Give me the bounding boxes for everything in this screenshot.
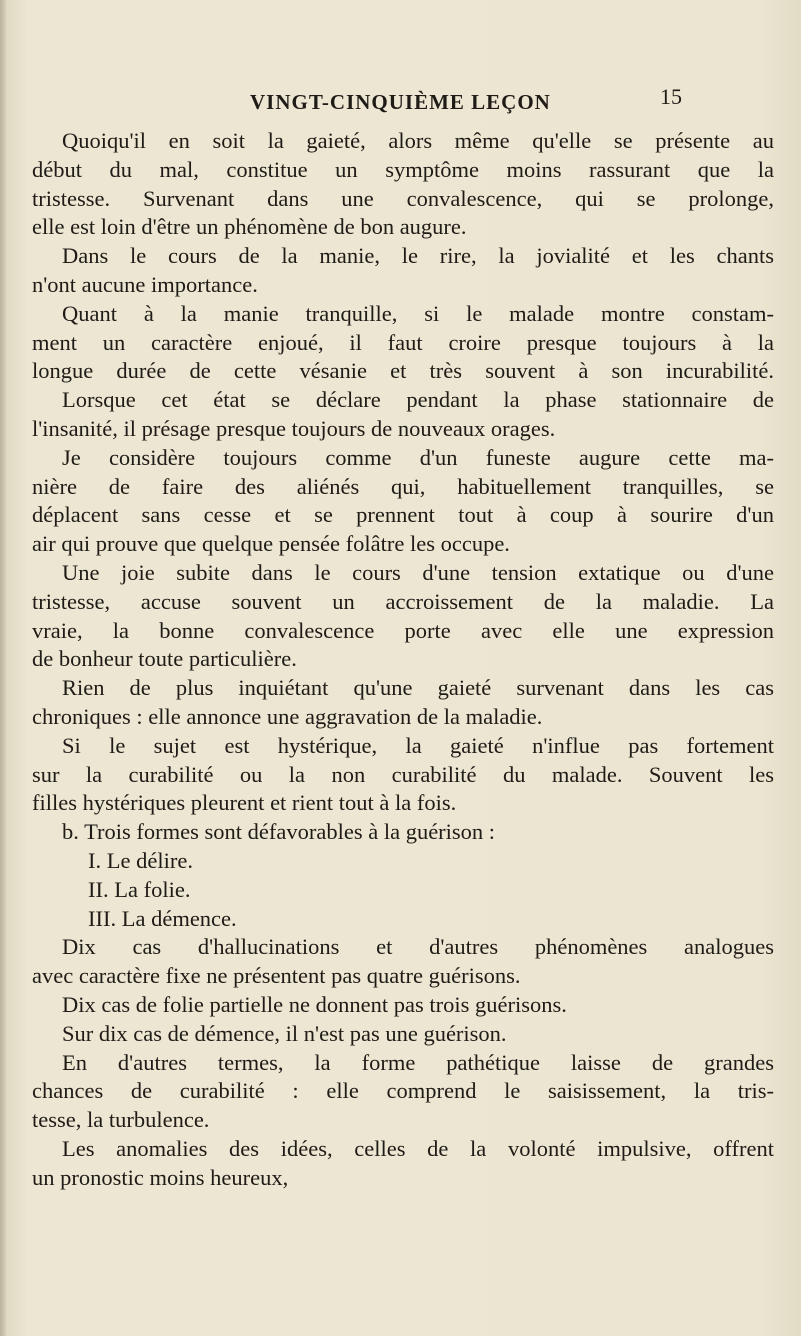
text-line: de bonheur toute particulière.: [32, 646, 297, 672]
text-line: air qui prouve que quelque pensée folâtre les occupe.: [32, 531, 510, 557]
text-line: Quoiqu'il en soit la gaieté, alors même qu'elle se présente au: [62, 128, 774, 153]
text-line: n'ont aucune importance.: [32, 271, 258, 297]
text-line: Si le sujet est hystérique, la gaieté n'influe pas fortement: [62, 732, 774, 758]
text-line: b. Trois formes sont défavorables à la guérison :: [62, 819, 496, 845]
text-line: Lorsque cet état se déclare pendant la phase stationnaire de: [62, 387, 774, 413]
text-line: chroniques : elle annonce une aggravation de la maladie.: [32, 703, 543, 729]
text-line: Dix cas d'hallucinations et d'autres phénomènes analogues: [62, 934, 774, 960]
text-line: tristesse. Survenant dans une convalescence, qui se prolonge,: [32, 185, 774, 211]
text-line: elle est loin d'être un phénomène de bon augure.: [32, 214, 467, 240]
text-line: un pronostic moins heureux,: [32, 1164, 289, 1190]
text-line: tesse, la turbulence.: [32, 1107, 210, 1133]
text-line: chances de curabilité : elle comprend le saisissement, la tris-: [32, 1078, 774, 1104]
text-line: Une joie subite dans le cours d'une tension extatique ou d'une: [62, 559, 774, 585]
text-line: Dix cas de folie partielle ne donnent pas trois guérisons.: [62, 991, 567, 1017]
text-line: Dans le cours de la manie, le rire, la jovialité et les chants: [62, 243, 774, 269]
text-line: Sur dix cas de démence, il n'est pas une guérison.: [62, 1020, 507, 1046]
text-line: II. La folie.: [88, 876, 191, 902]
running-title: VINGT-CINQUIÈME LEÇON: [250, 90, 551, 114]
text-line: III. La démence.: [88, 905, 237, 931]
page-header: [0, 84, 801, 114]
page-number: 15: [660, 84, 682, 109]
text-line: l'insanité, il présage presque toujours de nouveaux orages.: [32, 415, 556, 441]
text-line: sur la curabilité ou la non curabilité du malade. Souvent les: [32, 761, 774, 787]
text-line: longue durée de cette vésanie et très souvent à son incurabilité.: [32, 358, 774, 384]
text-line: Rien de plus inquiétant qu'une gaieté survenant dans les cas: [62, 675, 774, 701]
text-line: En d'autres termes, la forme pathétique laisse de grandes: [62, 1049, 774, 1075]
page-binding-edge: [0, 0, 6, 1336]
body-text: [32, 127, 774, 1192]
text-line: nière de faire des aliénés qui, habituellement tranquilles, se: [32, 473, 774, 499]
text-line: tristesse, accuse souvent un accroissement de la maladie. La: [32, 588, 774, 614]
text-line: Je considère toujours comme d'un funeste augure cette ma-: [62, 444, 774, 470]
text-line: ment un caractère enjoué, il faut croire presque toujours à la: [32, 329, 774, 355]
text-line: Quant à la manie tranquille, si le malade montre constam-: [62, 300, 774, 326]
text-line: avec caractère fixe ne présentent pas quatre guérisons.: [32, 963, 521, 989]
text-line: filles hystériques pleurent et rient tout à la fois.: [32, 790, 457, 816]
text-line: I. Le délire.: [88, 847, 193, 873]
text-line: déplacent sans cesse et se prennent tout à coup à sourire d'un: [32, 502, 774, 528]
text-line: Les anomalies des idées, celles de la volonté impulsive, offrent: [62, 1135, 774, 1161]
text-line: début du mal, constitue un symptôme moins rassurant que la: [32, 156, 774, 182]
text-line: vraie, la bonne convalescence porte avec elle une expression: [32, 617, 774, 643]
